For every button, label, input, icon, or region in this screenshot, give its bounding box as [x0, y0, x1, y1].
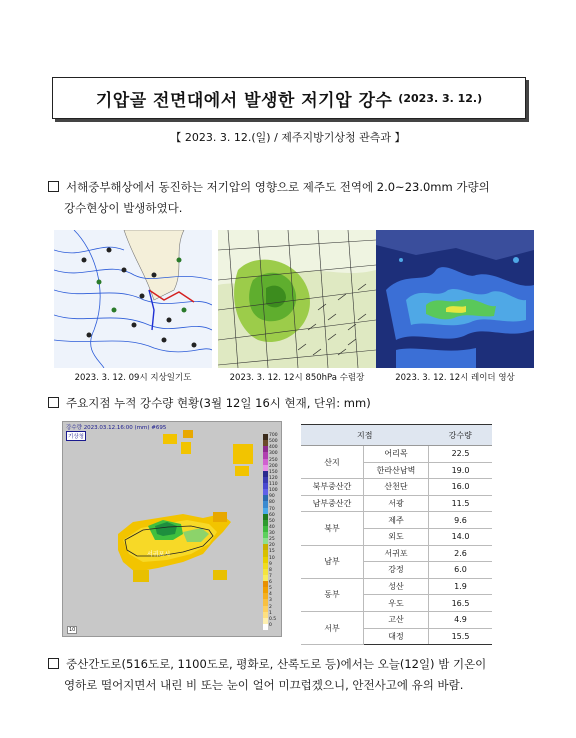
rainfall-value-cell: 9.6: [429, 512, 493, 529]
checkbox-bullet-icon: [48, 397, 59, 408]
region-cell: 북부: [301, 512, 364, 545]
scale-label: 50: [269, 518, 275, 524]
scale-label: 10: [269, 555, 275, 561]
rainfall-value-cell: 14.0: [429, 528, 493, 545]
table-row: [301, 479, 492, 496]
scale-label: 250: [269, 457, 278, 463]
scale-label: 400: [269, 445, 278, 451]
region-cell: 북부중산간: [301, 479, 364, 496]
rainfall-table: [301, 424, 492, 645]
summary-line-2: 강수현상이 발생하였다.: [64, 201, 183, 215]
region-cell: 동부: [301, 578, 364, 611]
scale-label: 700: [269, 433, 278, 438]
scale-label: 150: [269, 469, 278, 475]
station-heading-text: 주요지점 누적 강수량 현황(3월 12일 16시 현재, 단위: mm): [66, 396, 371, 410]
station-cell: 서광: [364, 495, 429, 512]
map-header: 강수량 2023.03.12.16:00 (mm) #695: [66, 425, 167, 431]
scale-label: 2: [269, 604, 272, 610]
radar-image: [376, 230, 534, 368]
scale-label: 0: [269, 622, 272, 628]
scale-label: 7: [269, 573, 272, 579]
checkbox-bullet-icon: [48, 181, 59, 192]
map-color-scale: [263, 434, 279, 630]
table-row: [301, 446, 492, 463]
scale-label: 40: [269, 524, 275, 530]
region-cell: 산지: [301, 446, 364, 479]
rainfall-value-cell: 22.5: [429, 446, 493, 463]
station-cell: 외도: [364, 528, 429, 545]
rainfall-value-cell: 19.0: [429, 462, 493, 479]
rainfall-value-cell: 16.5: [429, 595, 493, 612]
station-cell: 제주: [364, 512, 429, 529]
table-header-station: 지점: [301, 425, 429, 446]
station-cell: 서귀포: [364, 545, 429, 562]
bullet-warning: [48, 654, 548, 696]
table-row: [301, 495, 492, 512]
rainfall-value-cell: 11.5: [429, 495, 493, 512]
map-tag: 기상청: [66, 431, 86, 441]
rainfall-value-cell: 16.0: [429, 479, 493, 496]
scale-label: 500: [269, 439, 278, 445]
scale-label: 200: [269, 463, 278, 469]
rainfall-value-cell: 1.9: [429, 578, 493, 595]
table-row: [301, 578, 492, 595]
scale-label: 20: [269, 543, 275, 549]
page-title: 기압골 전면대에서 발생한 저기압 강수: [95, 90, 393, 111]
figure-caption-2: 2023. 3. 12. 12시 850hPa 수렴장: [229, 373, 365, 383]
table-row: [301, 512, 492, 529]
scale-label: 1: [269, 610, 272, 616]
rainfall-value-cell: 6.0: [429, 562, 493, 579]
rainfall-value-cell: 15.5: [429, 628, 493, 645]
station-cell: 대정: [364, 628, 429, 645]
scale-label: 70: [269, 506, 275, 512]
station-cell: 산천단: [364, 479, 429, 496]
scale-label: 8: [269, 567, 272, 573]
scale-label: 100: [269, 488, 278, 494]
region-cell: 서부: [301, 611, 364, 644]
station-cell: 한라산남벽: [364, 462, 429, 479]
figure-caption-1: 2023. 3. 12. 09시 지상일기도: [74, 373, 192, 383]
scale-label: 120: [269, 475, 278, 481]
checkbox-bullet-icon: [48, 658, 59, 669]
scale-label: 90: [269, 494, 275, 500]
scale-label: 6: [269, 580, 272, 585]
station-cell: 어리목: [364, 446, 429, 463]
region-cell: 남부중산간: [301, 495, 364, 512]
station-cell: 성산: [364, 578, 429, 595]
map-place-label: 서귀포시: [147, 551, 171, 558]
rainfall-value-cell: 2.6: [429, 545, 493, 562]
scale-label: 60: [269, 512, 275, 518]
rainfall-map: [62, 421, 282, 637]
warning-line-2: 영하로 떨어지면서 내린 비 또는 눈이 얼어 미끄럽겠으니, 안전사고에 유의 바람.: [64, 678, 464, 692]
warning-line-1: 중산간도로(516도로, 1100도로, 평화로, 산록도로 등)에서는 오늘(12일) 밤 기온이: [66, 657, 487, 671]
scale-label: 9: [269, 561, 272, 567]
station-cell: 우도: [364, 595, 429, 612]
scale-label: 25: [269, 537, 275, 543]
convergence-850hpa-chart: [218, 230, 376, 368]
region-cell: 남부: [301, 545, 364, 578]
scale-label: 30: [269, 531, 275, 536]
surface-weather-chart: [54, 230, 212, 368]
station-cell: 강정: [364, 562, 429, 579]
title-date: (2023. 3. 12.): [398, 91, 483, 105]
scale-label: 80: [269, 500, 275, 506]
bullet-summary: [48, 177, 538, 219]
scale-label: 15: [269, 549, 275, 555]
station-cell: 고산: [364, 611, 429, 628]
scale-label: 4: [269, 592, 272, 598]
table-row: [301, 611, 492, 628]
scale-label: 0.5: [269, 616, 277, 622]
report-subline: 【 2023. 3. 12.(일) / 제주지방기상청 관측과 】: [170, 131, 406, 144]
figure-caption-3: 2023. 3. 12. 12시 레이더 영상: [395, 373, 515, 383]
table-row: [301, 545, 492, 562]
rainfall-value-cell: 4.9: [429, 611, 493, 628]
bullet-station-heading: [48, 393, 538, 414]
scale-label: 5: [269, 586, 272, 592]
table-header-rainfall: 강수량: [429, 425, 493, 446]
scale-label: 300: [269, 451, 278, 457]
scale-label: 110: [269, 482, 278, 487]
scale-label: 3: [269, 598, 272, 604]
map-corner-label: 10: [69, 627, 76, 633]
summary-line-1: 서해중부해상에서 동진하는 저기압의 영향으로 제주도 전역에 2.0~23.0mm 가량의: [66, 180, 490, 194]
title-box: [52, 77, 526, 119]
